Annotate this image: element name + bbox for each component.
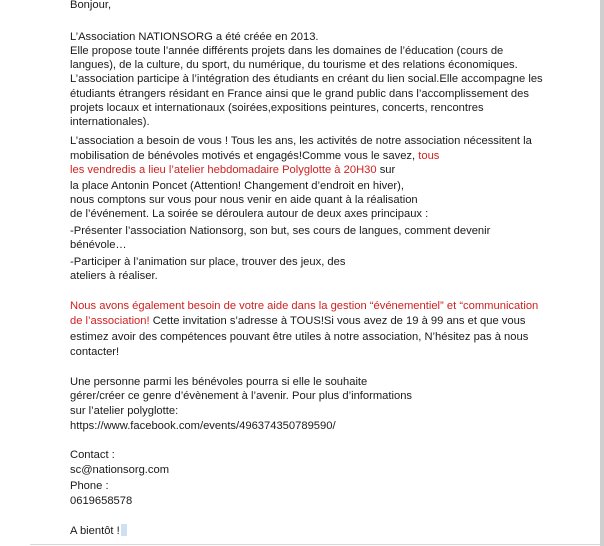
text-segment: Cette invitation s’adresse à TOUS!Si vous avez de 19 à 99 ans et que vous <box>149 315 526 327</box>
text-segment: mobilisation de bénévoles motivés et engagés!Comme vous le savez, <box>70 150 419 162</box>
paragraph-line: L’association a besoin de vous ! Tous les ans, les activités de notre association nécessitent la <box>70 135 532 147</box>
paragraph-line: internationales). <box>70 116 150 128</box>
phone-number: 0619658578 <box>70 495 133 507</box>
paragraph-line: sur l’atelier polyglotte: <box>70 405 179 417</box>
vertical-scrollbar[interactable] <box>600 0 604 546</box>
paragraph-line: estimez avoir des compétences pouvant être utiles à notre association, N’hésitez pas à nous <box>70 331 529 343</box>
contact-label: Contact : <box>70 449 115 461</box>
event-link[interactable]: https://www.facebook.com/events/496374350789590/ <box>70 420 336 432</box>
intro-line: L’Association NATIONSORG a été créée en 2013. <box>70 31 319 43</box>
paragraph-line: Elle propose toute l’année différents projets dans les domaines de l’éducation (cours de <box>70 45 504 57</box>
paragraph-line: gérer/créer ce genre d’évènement à l’avenir. Pour plus d’informations <box>70 390 413 402</box>
paragraph-line: projets locaux et internationaux (soirées,expositions peintures, concerts, rencontres <box>70 102 484 114</box>
closing-text: A bientôt ! <box>70 525 120 537</box>
paragraph-line: Une personne parmi les bénévoles pourra si elle le souhaite <box>70 376 368 388</box>
list-item-continuation: ateliers à réaliser. <box>70 270 158 282</box>
paragraph-line <box>70 149 439 163</box>
contact-email[interactable]: sc@nationsorg.com <box>70 464 170 476</box>
paragraph-line: nous comptons sur vous pour nous venir en aide quant à la réalisation <box>70 194 418 206</box>
paragraph-line: L’association participe à l’intégration des étudiants en créant du lien social.Elle accompagne les <box>70 73 543 85</box>
highlight-text: de l’association! <box>70 315 150 327</box>
paragraph-line: la place Antonin Poncet (Attention! Changement d’endroit en hiver), <box>70 180 404 192</box>
page-bottom-border <box>30 544 600 545</box>
text-segment: sur <box>376 164 396 176</box>
list-item-continuation: bénévole… <box>70 239 127 251</box>
paragraph-line: de l’événement. La soirée se déroulera autour de deux axes principaux : <box>70 208 429 220</box>
phone-label: Phone : <box>70 480 109 492</box>
highlight-text: tous <box>418 150 440 162</box>
greeting: Bonjour, <box>70 0 112 11</box>
paragraph-line <box>70 163 395 177</box>
highlight-text: les vendredis a lieu l’atelier hebdomadaire Polyglotte à 20H30 <box>70 164 377 176</box>
list-item: -Présenter l’association Nationsorg, son but, ses cours de langues, comment devenir <box>70 225 491 237</box>
highlight-line: Nous avons également besoin de votre aide dans la gestion “événementiel” et “communication <box>70 300 539 312</box>
list-item: -Participer à l’animation sur place, trouver des jeux, des <box>70 256 346 268</box>
closing-line <box>70 524 127 538</box>
paragraph-line: langues), de la culture, du sport, du numérique, du tourisme et des relations économiques. <box>70 59 518 71</box>
paragraph-line: contacter! <box>70 346 120 358</box>
paragraph-line <box>70 314 525 328</box>
text-cursor <box>121 524 127 536</box>
paragraph-line: étudiants étrangers résidant en France ainsi que le grand public dans l’accomplissement des <box>70 88 529 100</box>
